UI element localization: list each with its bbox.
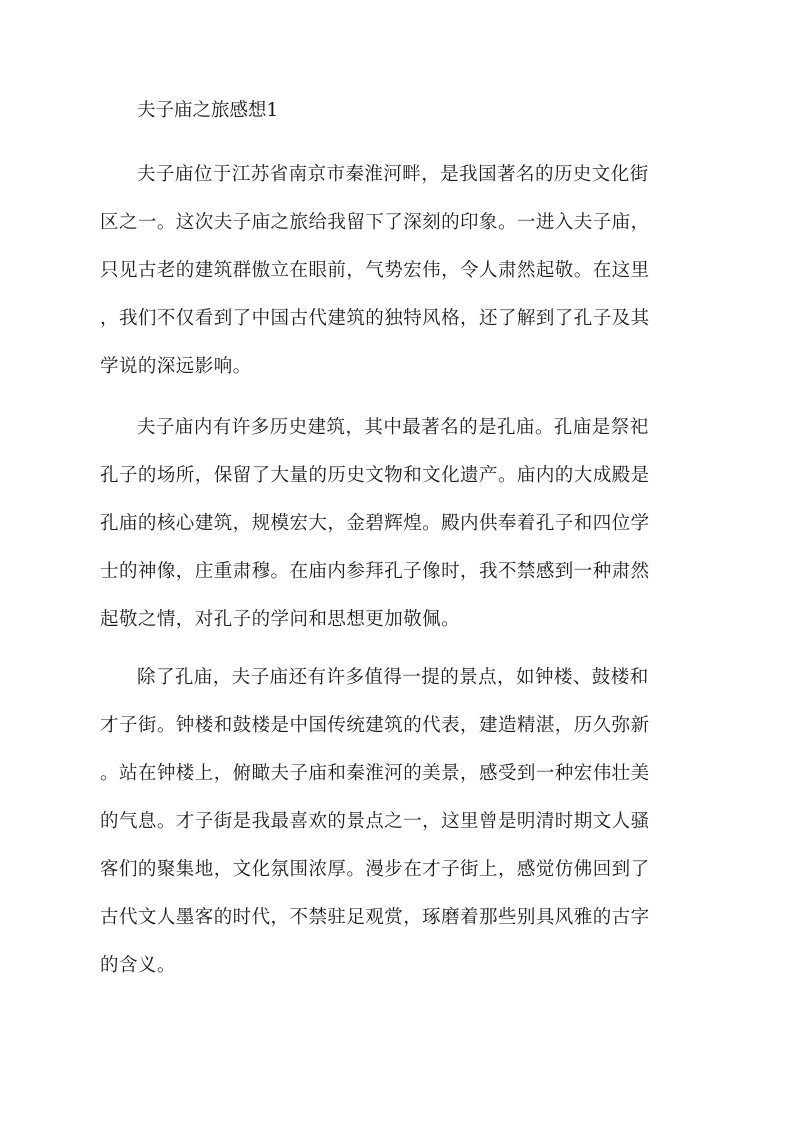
paragraph-line: 才子街。钟楼和鼓楼是中国传统建筑的代表，建造精湛，历久弥新 [100, 715, 650, 736]
paragraph-line: 的气息。才子街是我最喜欢的景点之一，这里曾是明清时期文人骚 [100, 811, 650, 832]
paragraph-line: 起敬之情，对孔子的学问和思想更加敬佩。 [100, 609, 461, 630]
paragraph-line: 士的神像，庄重肃穆。在庙内参拜孔子像时，我不禁感到一种肃然 [100, 561, 650, 582]
paragraph-line: 的含义。 [100, 955, 176, 976]
paragraph-line: 客们的聚集地，文化氛围浓厚。漫步在才子街上，感觉仿佛回到了 [100, 859, 650, 880]
paragraph-line: ，我们不仅看到了中国古代建筑的独特风格，还了解到了孔子及其 [100, 308, 650, 329]
paragraph-line: 夫子庙内有许多历史建筑，其中最著名的是孔庙。孔庙是祭祀 [137, 417, 649, 438]
paragraph-line: 孔子的场所，保留了大量的历史文物和文化遗产。庙内的大成殿是 [100, 465, 650, 486]
paragraph-line: 古代文人墨客的时代，不禁驻足观赏，琢磨着那些别具风雅的古字 [100, 907, 650, 928]
paragraph-line: 。站在钟楼上，俯瞰夫子庙和秦淮河的美景，感受到一种宏伟壮美 [100, 763, 650, 784]
document-title: 夫子庙之旅感想1 [137, 100, 279, 121]
paragraph-line: 孔庙的核心建筑，规模宏大，金碧辉煌。殿内供奉着孔子和四位学 [100, 513, 650, 534]
paragraph-line: 只见古老的建筑群傲立在眼前，气势宏伟，令人肃然起敬。在这里 [100, 260, 650, 281]
paragraph-line: 区之一。这次夫子庙之旅给我留下了深刻的印象。一进入夫子庙， [100, 212, 650, 233]
paragraph-2 [100, 404, 700, 644]
paragraph-3 [100, 654, 700, 990]
paragraph-line: 除了孔庙，夫子庙还有许多值得一提的景点，如钟楼、鼓楼和 [137, 667, 649, 688]
paragraph-line: 夫子庙位于江苏省南京市秦淮河畔，是我国著名的历史文化街 [137, 164, 649, 185]
paragraph-1 [100, 151, 700, 391]
paragraph-line: 学说的深远影响。 [100, 356, 252, 377]
